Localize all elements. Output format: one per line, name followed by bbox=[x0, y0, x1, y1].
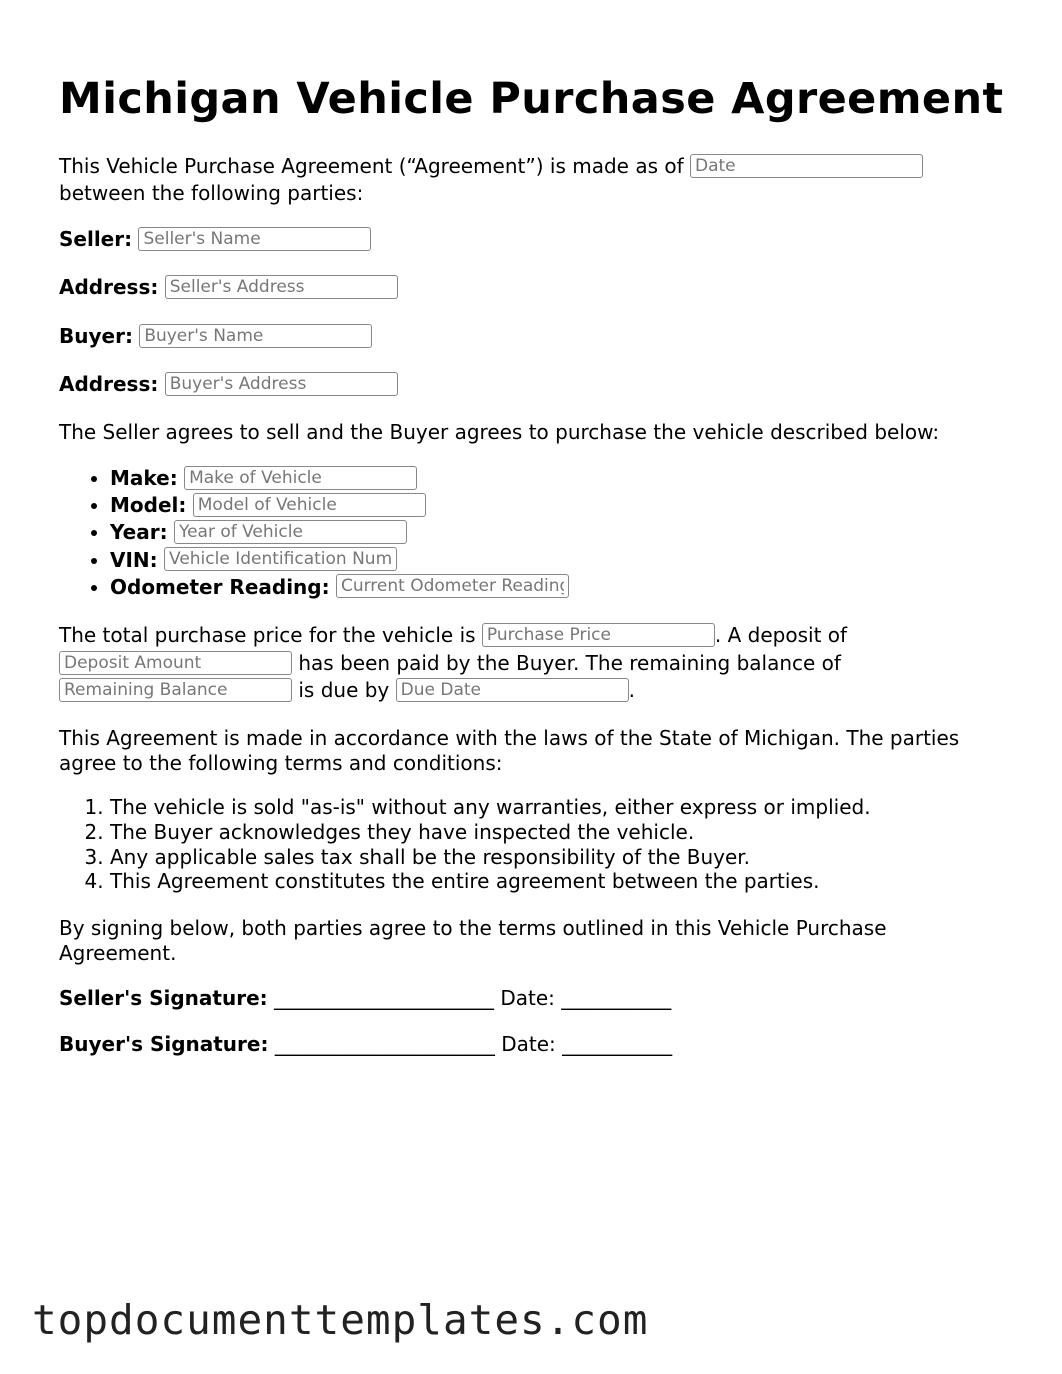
price-line-1 bbox=[59, 623, 847, 649]
price-line-3 bbox=[59, 678, 635, 704]
seller-label: Seller: bbox=[59, 227, 133, 251]
list-item bbox=[110, 492, 569, 519]
page-title: Michigan Vehicle Purchase Agreement bbox=[59, 74, 1004, 124]
buyer-address-row bbox=[59, 372, 398, 398]
list-item: 3. Any applicable sales tax shall be the responsibility of the Buyer. bbox=[110, 845, 871, 870]
buyer-signature-line: ______________________ Date: ___________ bbox=[274, 1032, 673, 1056]
price-text-5: . bbox=[628, 678, 635, 702]
list-item: 1. The vehicle is sold "as-is" without any warranties, either express or implied. bbox=[110, 795, 871, 820]
vehicle-details-list bbox=[59, 465, 569, 601]
list-item bbox=[110, 574, 569, 601]
buyer-name-field[interactable] bbox=[139, 324, 372, 348]
vin-field[interactable] bbox=[164, 547, 397, 571]
signing-text-line-1: By signing below, both parties agree to the terms outlined in this Vehicle Purchase bbox=[59, 916, 887, 940]
model-field[interactable] bbox=[193, 493, 426, 517]
remaining-balance-field[interactable] bbox=[59, 678, 292, 702]
deposit-amount-field[interactable] bbox=[59, 651, 292, 675]
buyer-address-field[interactable] bbox=[165, 372, 398, 396]
vin-label: VIN: bbox=[110, 547, 158, 572]
agreement-date-field[interactable] bbox=[690, 154, 923, 178]
make-field[interactable] bbox=[184, 466, 417, 490]
price-text-3: has been paid by the Buyer. The remaining balance of bbox=[298, 651, 841, 675]
seller-address-label: Address: bbox=[59, 275, 159, 299]
price-line-2 bbox=[59, 651, 841, 677]
law-text-line-1: This Agreement is made in accordance with the laws of the State of Michigan. The parties bbox=[59, 726, 960, 750]
list-item: 4. This Agreement constitutes the entire agreement between the parties. bbox=[110, 869, 871, 894]
list-item bbox=[110, 465, 569, 492]
seller-row bbox=[59, 227, 371, 253]
list-item: 2. The Buyer acknowledges they have inspected the vehicle. bbox=[110, 820, 871, 845]
price-text-1: The total purchase price for the vehicle is bbox=[59, 623, 476, 647]
year-field[interactable] bbox=[174, 520, 407, 544]
odometer-label: Odometer Reading: bbox=[110, 574, 330, 599]
list-item bbox=[110, 519, 569, 546]
odometer-field[interactable] bbox=[336, 574, 569, 598]
make-label: Make: bbox=[110, 466, 178, 490]
signing-text-line-2: Agreement. bbox=[59, 941, 177, 965]
buyer-signature-row bbox=[59, 1032, 672, 1056]
buyer-row bbox=[59, 324, 372, 350]
intro-text: This Vehicle Purchase Agreement (“Agreement”) is made as of bbox=[59, 154, 684, 178]
footer-watermark: topdocumenttemplates.com bbox=[32, 1296, 649, 1344]
price-text-4: is due by bbox=[298, 678, 390, 702]
purchase-price-field[interactable] bbox=[482, 623, 715, 647]
seller-name-field[interactable] bbox=[138, 227, 371, 251]
seller-signature-label: Seller's Signature: bbox=[59, 986, 268, 1010]
seller-address-field[interactable] bbox=[165, 275, 398, 299]
seller-signature-line: ______________________ Date: ___________ bbox=[274, 986, 672, 1010]
buyer-address-label: Address: bbox=[59, 372, 159, 396]
buyer-label: Buyer: bbox=[59, 324, 133, 348]
year-label: Year: bbox=[110, 520, 168, 545]
due-date-field[interactable] bbox=[396, 678, 629, 702]
price-text-2: . A deposit of bbox=[714, 623, 848, 647]
vehicle-intro: The Seller agrees to sell and the Buyer agrees to purchase the vehicle described below: bbox=[59, 420, 940, 444]
law-text-line-2: agree to the following terms and conditions: bbox=[59, 751, 503, 775]
terms-list bbox=[59, 795, 871, 894]
intro-line-2: between the following parties: bbox=[59, 181, 364, 205]
buyer-signature-label: Buyer's Signature: bbox=[59, 1032, 269, 1056]
seller-address-row bbox=[59, 275, 398, 301]
list-item bbox=[110, 547, 569, 574]
model-label: Model: bbox=[110, 493, 187, 518]
seller-signature-row bbox=[59, 986, 671, 1010]
intro-line-1 bbox=[59, 154, 923, 180]
